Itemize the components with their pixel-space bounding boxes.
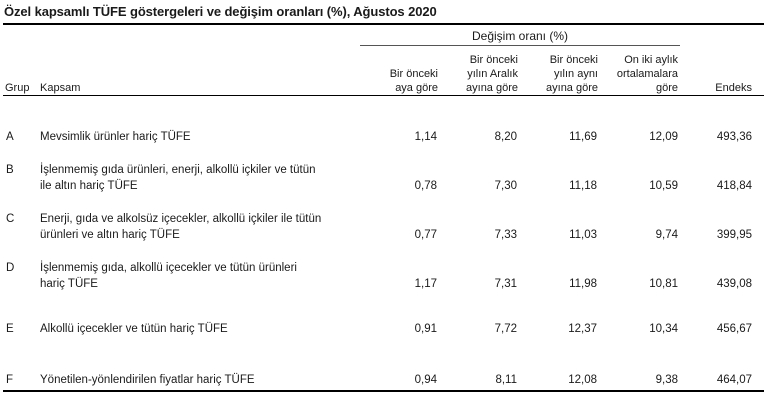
cell-kapsam bbox=[40, 212, 370, 243]
column-header-monthly: Bir önceki aya göre bbox=[389, 68, 438, 94]
cell-monthly: 0,94 bbox=[414, 374, 437, 386]
column-header-grup: Grup bbox=[5, 82, 30, 94]
cell-endeks: 456,67 bbox=[716, 323, 752, 335]
cell-grup: E bbox=[6, 323, 14, 335]
cell-endeks: 464,07 bbox=[716, 374, 752, 386]
cell-annual: 11,18 bbox=[569, 180, 597, 192]
cell-kapsam bbox=[40, 322, 370, 338]
kapsam-line: Enerji, gıda ve alkolsüz içecekler, alkollü içkiler ile tütün bbox=[40, 213, 322, 225]
kapsam-line: İşlenmemiş gıda, alkollü içecekler ve tütün ürünleri bbox=[40, 262, 297, 274]
kapsam-line: ile altın hariç TÜFE bbox=[40, 179, 138, 192]
cell-average: 12,09 bbox=[649, 131, 678, 143]
cell-grup: A bbox=[6, 131, 14, 143]
cell-monthly: 1,17 bbox=[414, 278, 437, 290]
top-rule bbox=[3, 23, 764, 25]
cell-december: 8,11 bbox=[495, 374, 517, 386]
cell-monthly: 0,78 bbox=[414, 180, 437, 192]
column-header-annual: Bir önceki yılın aynı ayına göre bbox=[546, 54, 598, 94]
kapsam-line: Yönetilen-yönlendirilen fiyatlar hariç TÜFE bbox=[40, 374, 255, 386]
cell-monthly: 0,91 bbox=[414, 323, 437, 335]
header-rule bbox=[3, 95, 764, 96]
cell-endeks: 399,95 bbox=[716, 229, 752, 241]
cell-december: 7,72 bbox=[494, 323, 517, 335]
kapsam-line: ürünleri ve altın hariç TÜFE bbox=[40, 228, 180, 241]
kapsam-line: Alkollü içecekler ve tütün hariç TÜFE bbox=[40, 323, 228, 335]
cell-annual: 11,69 bbox=[569, 131, 597, 143]
cell-kapsam bbox=[40, 261, 370, 292]
change-rate-group-title: Değişim oranı (%) bbox=[471, 29, 569, 43]
column-header-december: Bir önceki yılın Aralık ayına göre bbox=[466, 54, 518, 94]
group-header-rule bbox=[360, 45, 680, 46]
cell-annual: 11,03 bbox=[569, 229, 597, 241]
cell-kapsam bbox=[40, 163, 370, 194]
cell-december: 8,20 bbox=[494, 131, 517, 143]
cell-december: 7,30 bbox=[494, 180, 517, 192]
cell-average: 10,59 bbox=[649, 180, 678, 192]
cell-kapsam bbox=[40, 373, 370, 389]
kapsam-line: İşlenmemiş gıda ürünleri, enerji, alkollü içkiler ve tütün bbox=[40, 164, 316, 176]
cell-average: 9,74 bbox=[655, 229, 678, 241]
cell-monthly: 1,14 bbox=[414, 131, 437, 143]
cell-annual: 12,37 bbox=[568, 323, 597, 335]
table-title: Özel kapsamlı TÜFE göstergeleri ve değişim oranları (%), Ağustos 2020 bbox=[4, 4, 437, 19]
cell-endeks: 439,08 bbox=[716, 278, 752, 290]
cell-kapsam bbox=[40, 130, 370, 146]
kapsam-line: Mevsimlik ürünler hariç TÜFE bbox=[40, 131, 191, 143]
cell-grup: C bbox=[6, 213, 15, 225]
cell-endeks: 493,36 bbox=[716, 131, 752, 143]
cell-annual: 11,98 bbox=[569, 278, 597, 290]
cell-average: 10,34 bbox=[649, 323, 678, 335]
cell-average: 10,81 bbox=[649, 278, 678, 290]
column-header-endeks: Endeks bbox=[715, 82, 752, 94]
bottom-rule bbox=[3, 390, 764, 392]
cell-average: 9,38 bbox=[655, 374, 678, 386]
cell-december: 7,31 bbox=[494, 278, 517, 290]
column-header-kapsam: Kapsam bbox=[40, 82, 81, 94]
cell-grup: F bbox=[6, 374, 14, 386]
cell-december: 7,33 bbox=[494, 229, 517, 241]
cell-grup: B bbox=[6, 164, 14, 176]
cell-grup: D bbox=[6, 262, 15, 274]
cell-endeks: 418,84 bbox=[716, 180, 752, 192]
kapsam-line: hariç TÜFE bbox=[40, 277, 98, 290]
cell-annual: 12,08 bbox=[568, 374, 597, 386]
column-header-average: On iki aylık ortalamalara göre bbox=[616, 54, 678, 94]
cell-monthly: 0,77 bbox=[414, 229, 437, 241]
